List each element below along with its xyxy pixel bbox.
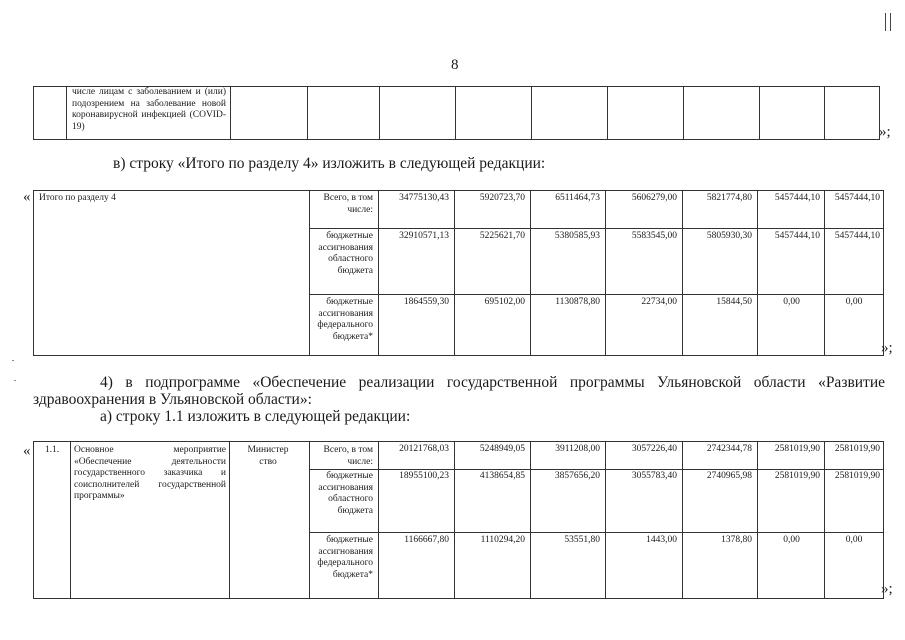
- column-line: [682, 442, 683, 598]
- scan-speck: [12, 360, 14, 361]
- column-line: [229, 442, 230, 598]
- cell-value: 3057226,40: [631, 444, 677, 454]
- column-line: [70, 442, 71, 598]
- cell-value: 0,00: [845, 297, 863, 307]
- instruction-a: а) строку 1.1 изложить в следующей редакции:: [100, 408, 411, 425]
- cell-value: 2581019,90: [834, 471, 880, 481]
- cell-value: 1110294,20: [480, 535, 525, 545]
- cell-value: 5225621,70: [479, 231, 525, 241]
- row-line: [309, 469, 883, 470]
- cell-value: 5920723,70: [479, 193, 525, 203]
- column-line: [682, 191, 683, 355]
- row-line: [309, 532, 883, 533]
- cell-value: 5248949,05: [479, 444, 525, 454]
- item-4-line1: 4) в подпрограмме «Обеспечение реализации государственной программы Ульяновской области «Развитие: [100, 374, 885, 391]
- cell-value: 34775130,43: [399, 193, 449, 203]
- cell-value: 0,00: [845, 535, 863, 545]
- cell-value: 15844,50: [716, 297, 752, 307]
- cell-value: 3911208,00: [555, 444, 600, 454]
- cell-value: 2742344,78: [706, 444, 752, 454]
- table-fragment-top: [33, 86, 880, 140]
- cell-value: 0,00: [783, 535, 800, 545]
- column-line: [230, 87, 231, 139]
- row-label: бюджетные ассигнования областного бюджета: [318, 471, 373, 516]
- closing-quote: »;: [879, 124, 891, 140]
- cell-value: 18955100,23: [399, 471, 449, 481]
- cell-value: 5821774,80: [706, 193, 752, 203]
- cell-value: 2740965,98: [706, 471, 752, 481]
- row-description: числе лицам с заболеванием и (или) подозрением на заболевание новой коронавирусной инфекцией (COVID-19): [72, 87, 226, 132]
- row-1-1-table: [33, 441, 884, 599]
- column-line: [378, 191, 379, 355]
- cell-value: 3055783,40: [631, 471, 677, 481]
- cell-value: 1378,80: [721, 535, 752, 545]
- row-label: Всего, в том числе:: [323, 445, 373, 467]
- cell-value: 5457444,10: [774, 193, 820, 203]
- cell-value: 6511464,73: [555, 193, 600, 203]
- opening-quote: «: [23, 189, 31, 205]
- row-number: 1.1.: [44, 445, 60, 455]
- cell-value: 3857656,20: [554, 471, 600, 481]
- scan-speck: [14, 380, 16, 381]
- cell-value: 1443,00: [646, 535, 677, 545]
- cell-value: 1166667,80: [404, 535, 449, 545]
- row-line: [309, 294, 883, 295]
- cell-value: 5457444,10: [774, 231, 820, 241]
- cell-value: 5380585,93: [554, 231, 600, 241]
- cell-value: 20121768,03: [399, 444, 449, 454]
- column-line: [824, 442, 825, 598]
- cell-value: 32910571,13: [399, 231, 449, 241]
- cell-value: 1864559,30: [403, 297, 449, 307]
- column-line: [530, 442, 531, 598]
- closing-quote: »;: [881, 340, 893, 356]
- column-line: [605, 442, 606, 598]
- column-line: [759, 87, 760, 139]
- cell-value: 4138654,85: [479, 471, 525, 481]
- row-label: Всего, в том числе:: [323, 193, 373, 215]
- column-line: [824, 87, 825, 139]
- cell-value: 22734,00: [641, 297, 677, 307]
- cell-value: 5805930,30: [706, 231, 752, 241]
- section-total-label: Итого по разделу 4: [39, 193, 116, 203]
- opening-quote: «: [23, 443, 31, 459]
- page-number: 8: [451, 57, 459, 73]
- row-label: бюджетные ассигнования федерального бюджета*: [317, 297, 373, 342]
- column-line: [757, 191, 758, 355]
- row-label: бюджетные ассигнования областного бюджета: [318, 231, 373, 276]
- cell-value: 0,00: [783, 297, 800, 307]
- cell-value: 695102,00: [484, 297, 525, 307]
- executor: Министерство: [247, 445, 289, 467]
- column-line: [683, 87, 684, 139]
- scan-corner-mark: [885, 13, 886, 31]
- column-line: [605, 191, 606, 355]
- cell-value: 2581019,90: [834, 444, 880, 454]
- cell-value: 2581019,90: [774, 444, 820, 454]
- row-line: [309, 228, 883, 229]
- column-line: [307, 87, 308, 139]
- column-line: [378, 442, 379, 598]
- cell-value: 5457444,10: [834, 231, 880, 241]
- column-line: [66, 87, 67, 139]
- instruction-b: в) строку «Итого по разделу 4» изложить в следующей редакции:: [113, 155, 546, 172]
- cell-value: 2581019,90: [774, 471, 820, 481]
- column-line: [309, 191, 310, 355]
- column-line: [824, 191, 825, 355]
- closing-quote: »;: [881, 581, 893, 597]
- column-line: [454, 442, 455, 598]
- column-line: [455, 87, 456, 139]
- column-line: [379, 87, 380, 139]
- column-line: [309, 442, 310, 598]
- scan-corner-mark: [890, 13, 891, 31]
- column-line: [531, 87, 532, 139]
- cell-value: 5606279,00: [631, 193, 677, 203]
- column-line: [454, 191, 455, 355]
- column-line: [607, 87, 608, 139]
- row-label: бюджетные ассигнования федерального бюджета*: [317, 535, 373, 580]
- cell-value: 53551,80: [564, 535, 600, 545]
- column-line: [530, 191, 531, 355]
- cell-value: 5583545,00: [631, 231, 677, 241]
- item-4-line2: здравоохранения в Ульяновской области»:: [33, 391, 312, 408]
- column-line: [757, 442, 758, 598]
- measure-name: Основное мероприятие «Обеспечение деятельности государственного заказчика и соисполнителей государственной программы»: [74, 445, 226, 502]
- itogo-table: [33, 190, 884, 356]
- cell-value: 1130878,80: [555, 297, 600, 307]
- cell-value: 5457444,10: [834, 193, 880, 203]
